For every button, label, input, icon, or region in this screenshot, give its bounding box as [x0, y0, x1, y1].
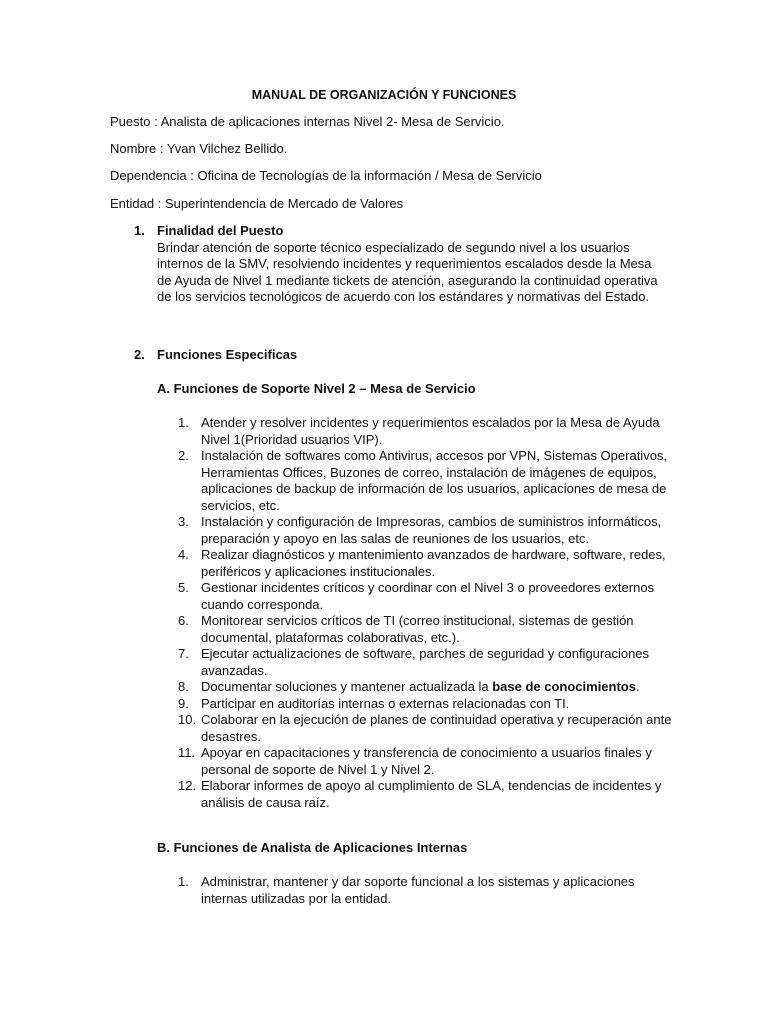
nombre-line: Nombre : Yvan Vilchez Bellido.	[110, 141, 288, 156]
subsection-a-heading: A. Funciones de Soporte Nivel 2 – Mesa de Servicio	[157, 381, 476, 396]
section1-heading: Finalidad del Puesto	[157, 223, 284, 238]
list-item: 8. Documentar soluciones y mantener actualizada la base de conocimientos.	[178, 679, 640, 694]
list-item: 4. Realizar diagnósticos y mantenimiento avanzados de hardware, software, redes, periféricos y aplicaciones institucionales.	[178, 547, 666, 579]
section2-heading: Funciones Especificas	[157, 347, 298, 362]
list-item: 6. Monitorear servicios críticos de TI (correo institucional, sistemas de gestión documental, plataformas colaborativas, etc.).	[178, 613, 634, 645]
section1-text: Brindar atención de soporte técnico especializado de segundo nivel a los usuarios internos de la SMV, resolviendo incidentes y requerimientos escalados desde la Mesa de Ayuda de Nivel 1 mediante tickets de atención, asegurando la continuidad operativa de los servicios tecnológicos de acuerdo con los estándares y normativas del Estado.	[157, 239, 658, 304]
list-item: 11. Apoyar en capacitaciones y transferencia de conocimiento a usuarios finales y personal de soporte de Nivel 1 y Nivel 2.	[178, 745, 652, 777]
document-title: MANUAL DE ORGANIZACIÓN Y FUNCIONES	[251, 88, 517, 102]
subsection-a-list	[178, 415, 678, 811]
puesto-line: Puesto : Analista de aplicaciones internas Nivel 2- Mesa de Servicio.	[110, 114, 505, 129]
section2-number: 2.	[134, 347, 145, 362]
list-item: 5. Gestionar incidentes críticos y coordinar con el Nivel 3 o proveedores externos cuando corresponda.	[178, 580, 655, 612]
list-item: 7. Ejecutar actualizaciones de software, parches de seguridad y configuraciones avanzadas.	[178, 646, 650, 678]
list-item: 9. Participar en auditorías internas o externas relacionadas con TI.	[178, 695, 570, 711]
list-item: 2. Instalación de softwares como Antivirus, accesos por VPN, Sistemas Operativos, Herramientas Offices, Buzones de correo, instalación de imágenes de equipos, aplicaciones de backup de información de los usuarios, aplicaciones de mesa de servicios, etc.	[178, 448, 668, 513]
dependencia-line: Dependencia : Oficina de Tecnologías de la información / Mesa de Servicio	[110, 168, 542, 183]
list-item: 1. Administrar, mantener y dar soporte funcional a los sistemas y aplicaciones internas utilizadas por la entidad.	[178, 874, 635, 906]
section2-body	[157, 347, 667, 364]
section1-body	[157, 223, 667, 306]
list-item: 1. Atender y resolver incidentes y requerimientos escalados por la Mesa de Ayuda Nivel 1(Prioridad usuarios VIP).	[178, 415, 660, 447]
list-item: 12. Elaborar informes de apoyo al cumplimiento de SLA, tendencias de incidentes y análisis de causa raíz.	[178, 778, 662, 810]
section1-number: 1.	[134, 223, 145, 238]
subsection-b-heading: B. Funciones de Analista de Aplicaciones Internas	[157, 840, 468, 855]
entidad-line: Entidad : Superintendencia de Mercado de Valores	[110, 196, 404, 211]
subsection-b-list	[178, 874, 678, 907]
list-item: 10. Colaborar en la ejecución de planes de continuidad operativa y recuperación ante desastres.	[178, 712, 672, 744]
knowledge-base-emphasis: base de conocimientos	[492, 679, 636, 694]
list-item: 3. Instalación y configuración de Impresoras, cambios de suministros informáticos, preparación y apoyo en las salas de reuniones de los usuarios, etc.	[178, 514, 662, 546]
